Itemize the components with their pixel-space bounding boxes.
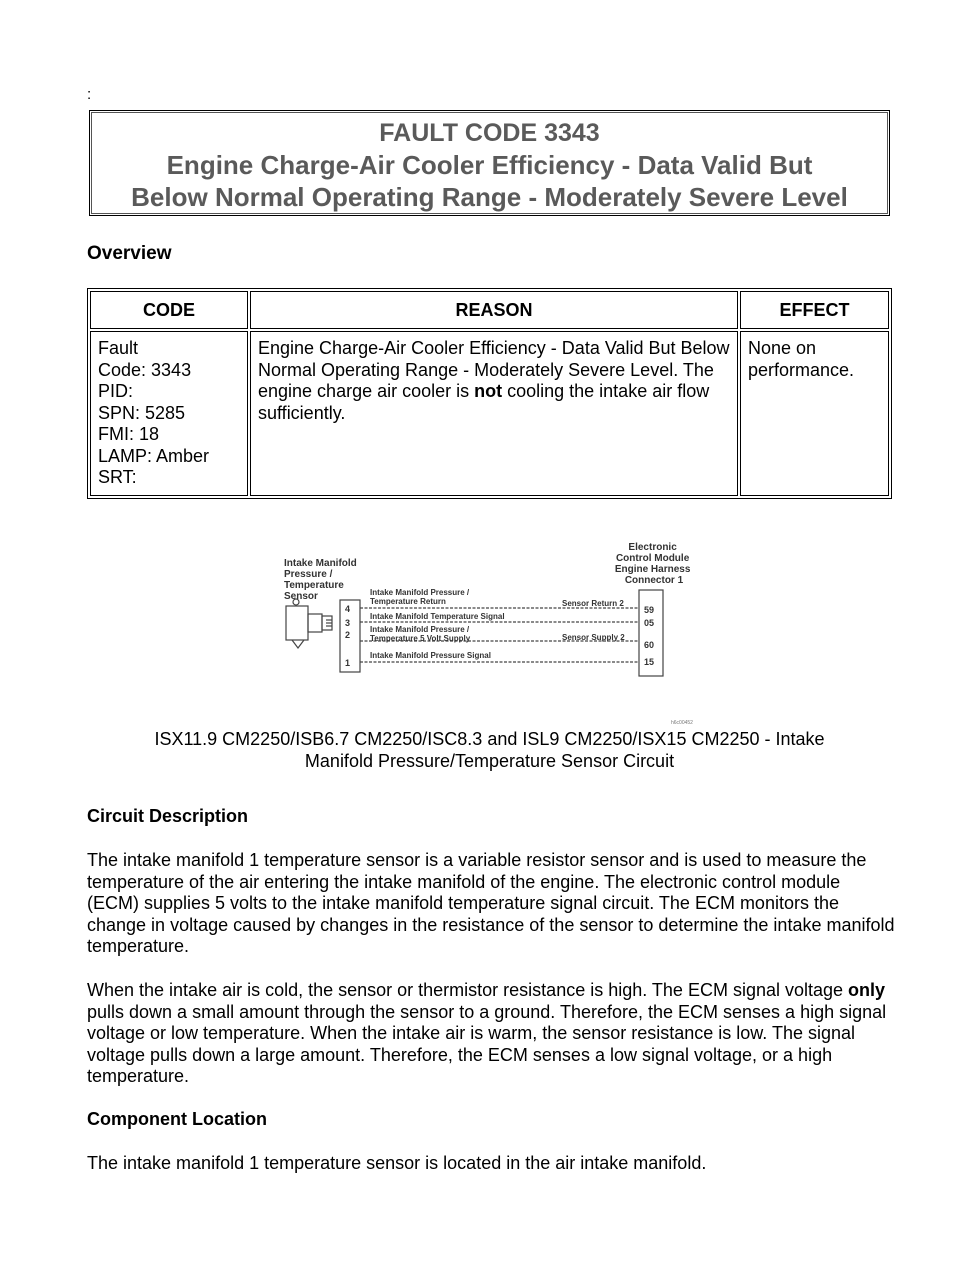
- wire-right-label: Sensor Return 2: [562, 599, 624, 608]
- sensor-circuit-diagram: [276, 536, 706, 726]
- ecm-label-line: Connector 1: [624, 575, 684, 586]
- fault-code-title: FAULT CODE 3343: [379, 119, 600, 147]
- fault-title-box: [89, 110, 890, 216]
- wire-label: Intake Manifold Pressure /: [370, 588, 470, 597]
- figure-caption: [87, 728, 892, 772]
- code-line: LAMP: Amber: [98, 445, 210, 466]
- fault-title-line2: Engine Charge-Air Cooler Efficiency - Data Valid But: [166, 150, 813, 180]
- code-line: SPN: 5285: [98, 402, 186, 423]
- para2-text-end: pulls down a small amount through the sensor to a ground. Therefore, the ECM senses a high signal voltage or low temperature. When the intake air is warm, the sensor resistance is low. The signal voltage pulls down a large amount. Therefore, the ECM senses a low signal voltage, or a high temperature.: [87, 1001, 887, 1086]
- table-row: [90, 331, 889, 496]
- svg-text:Electronic Control Module: [615, 542, 693, 586]
- sensor-label-line: Pressure /: [284, 569, 333, 580]
- sensor-label-line: Sensor: [284, 591, 318, 602]
- wire-right-label: Sensor Supply 2: [562, 633, 625, 642]
- para2-emphasis: only: [848, 980, 886, 1000]
- wire-label: Temperature Return: [370, 597, 446, 606]
- code-cell: [90, 331, 248, 496]
- fault-title-line3: Below Normal Operating Range - Moderately Severe Level: [131, 182, 848, 212]
- circuit-paragraph-1: The intake manifold 1 temperature sensor is a variable resistor sensor and is used to measure the temperature of the air entering the intake manifold of the engine. The electronic control module (ECM) supplies 5 volts to the intake manifold temperature signal circuit. The ECM monitors the change in voltage caused by changes in the resistance of the sensor to determine the intake manifold temperature.: [87, 850, 895, 956]
- reason-emphasis: not: [474, 381, 503, 401]
- table-header-row: [90, 291, 889, 329]
- col-header-effect: EFFECT: [740, 291, 889, 329]
- para2-text: When the intake air is cold, the sensor or thermistor resistance is high. The ECM signal voltage: [87, 980, 849, 1000]
- code-line: FMI: 18: [98, 424, 160, 444]
- svg-text:Intake Manifold Pressure /: [284, 558, 360, 602]
- col-header-reason: REASON: [250, 291, 738, 329]
- component-location-text: The intake manifold 1 temperature sensor is located in the air intake manifold.: [87, 1153, 707, 1173]
- reason-text-end: cooling the intake air flow sufficiently.: [258, 381, 710, 423]
- code-line: SRT:: [98, 467, 137, 487]
- diagram-ref-code: h6c00452: [671, 720, 693, 726]
- wire-label: Intake Manifold Temperature Signal: [370, 612, 505, 621]
- ecm-label-line: Control Module: [615, 553, 690, 564]
- col-header-code: CODE: [90, 291, 248, 329]
- reason-text: Engine Charge-Air Cooler Efficiency - Data Valid But Below Normal Operating Range - Moderately Severe Level. The engine charge air cooler is: [258, 338, 730, 401]
- pin-number: 2: [345, 630, 351, 640]
- wire-label: Temperature 5 Volt Supply: [370, 634, 471, 643]
- caption-line1: ISX11.9 CM2250/ISB6.7 CM2250/ISC8.3 and ISL9 CM2250/ISX15 CM2250 - Intake: [154, 729, 825, 749]
- sensor-body: [286, 599, 332, 648]
- overview-heading: Overview: [87, 243, 172, 264]
- circuit-description-heading: Circuit Description: [87, 806, 249, 826]
- wire-label: Intake Manifold Pressure /: [370, 625, 470, 634]
- pin-number: 1: [345, 658, 351, 668]
- wire-label: Intake Manifold Pressure Signal: [370, 651, 491, 660]
- ecm-pin-number: 60: [644, 640, 655, 650]
- caption-line2: Manifold Pressure/Temperature Sensor Circuit: [304, 751, 675, 771]
- pin-number: 4: [345, 604, 351, 614]
- code-line: Fault: [98, 338, 139, 358]
- ecm-pin-number: 05: [644, 618, 655, 628]
- effect-cell: None on performance.: [740, 331, 889, 496]
- sensor-label-line: Intake Manifold: [284, 558, 357, 569]
- pin-number: 3: [345, 618, 351, 628]
- ecm-pin-number: 59: [644, 605, 655, 615]
- ecm-label-line: Electronic: [628, 542, 677, 553]
- ecm-pin-number: 15: [644, 657, 655, 667]
- component-location-heading: Component Location: [87, 1109, 267, 1129]
- sensor-label-line: Temperature: [284, 580, 344, 591]
- overview-table: [87, 288, 892, 499]
- code-line: PID:: [98, 381, 134, 401]
- code-line: Code: 3343: [98, 359, 192, 380]
- ecm-label-line: Engine Harness: [614, 564, 691, 575]
- reason-cell: [250, 331, 738, 496]
- circuit-paragraph-2: [87, 980, 897, 1088]
- stray-colon: :: [87, 86, 92, 103]
